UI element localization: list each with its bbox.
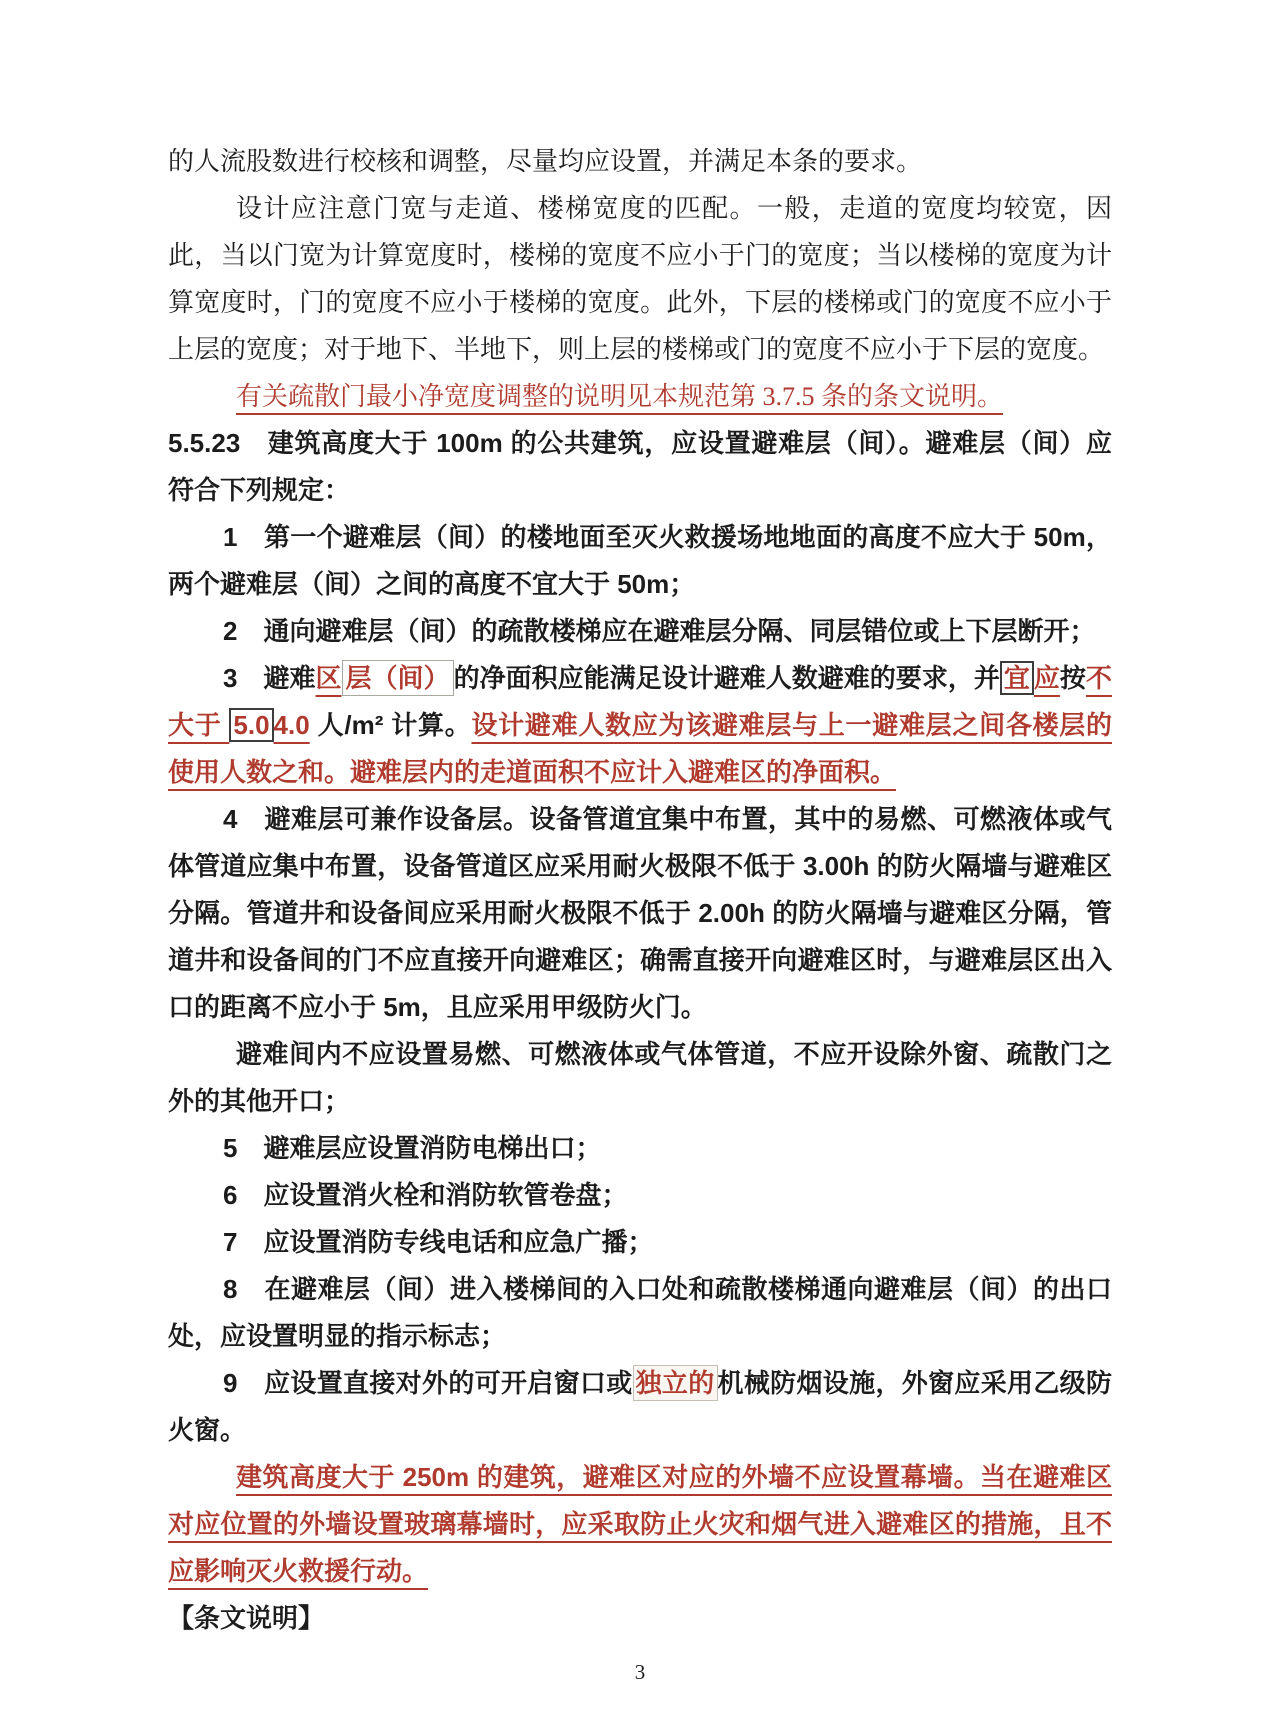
clause-item-4-continuation <box>168 1031 1112 1125</box>
inserted-text: 不大于 <box>168 663 1112 740</box>
text-run: 的净面积应能满足设计避难人数避难的要求，并 <box>453 663 1000 693</box>
clause-item-2 <box>168 608 1112 655</box>
clause-item-5 <box>168 1125 1112 1172</box>
text-run: 7 应设置消防专线电话和应急广播； <box>223 1227 654 1257</box>
paragraph-door-width-note <box>168 185 1112 373</box>
clause-item-7 <box>168 1219 1112 1266</box>
text-run: 3 避难 <box>223 663 316 693</box>
page-number: 3 <box>634 1660 646 1684</box>
clause-5-5-23 <box>168 420 1112 514</box>
document-content <box>168 138 1112 1642</box>
text-run: 8 在避难层（间）进入楼梯间的入口处和疏散楼梯通向避难层（间）的出口处，应设置明显的指示标志； <box>168 1274 1112 1351</box>
text-run: 按 <box>1059 663 1086 693</box>
inserted-text: 应 <box>1033 663 1060 693</box>
inserted-text: 建筑高度大于 250m 的建筑，避难区对应的外墙不应设置幕墙。当在避难区对应位置的外墙设置玻璃幕墙时，应采取防止火灾和烟气进入避难区的措施，且不应影响灭火救援行动。 <box>168 1462 1112 1586</box>
text-run: 人/m² 计算。 <box>309 710 472 740</box>
inserted-text: 有关疏散门最小净宽度调整的说明见本规范第 3.7.5 条的条文说明。 <box>236 382 1004 411</box>
text-run: 的人流股数进行校核和调整，尽量均应设置，并满足本条的要求。 <box>168 147 923 176</box>
text-run: 【条文说明】 <box>168 1603 325 1633</box>
inserted-text: 区 <box>315 663 342 693</box>
clause-item-8 <box>168 1266 1112 1360</box>
inserted-text: 设计避难人数应为该避难层与上一避难层之间各楼层的使用人数之和。避难层内的走道面积不应计入避难区的净面积。 <box>168 710 1112 787</box>
text-run: 避难间内不应设置易燃、可燃液体或气体管道，不应开设除外窗、疏散门之外的其他开口； <box>168 1039 1112 1116</box>
text-run: 4 避难层可兼作设备层。设备管道宜集中布置，其中的易燃、可燃液体或气体管道应集中布置，设备管道区应采用耐火极限不低于 3.00h 的防火隔墙与避难区分隔。管道井和设备间应采用耐火极限不低于 2.00h 的防火隔墙与避难区分隔，管道井和设备间的门不应直接开向避难区；确需直接开向避难区时，与避难层区出入口的距离不应小于 5m，且应采用甲级防火门。 <box>168 804 1112 1022</box>
text-run: 5 避难层应设置消防电梯出口； <box>223 1133 602 1163</box>
text-run: 设计应注意门宽与走道、楼梯宽度的匹配。一般，走道的宽度均较宽，因此，当以门宽为计算宽度时，楼梯的宽度不应小于门的宽度；当以楼梯的宽度为计算宽度时，门的宽度不应小于楼梯的宽度。此外，下层的楼梯或门的宽度不应小于上层的宽度；对于地下、半地下，则上层的楼梯或门的宽度不应小于下层的宽度。 <box>168 194 1112 364</box>
clause-item-1 <box>168 514 1112 608</box>
explanation-heading <box>168 1595 1112 1642</box>
clause-item-6 <box>168 1172 1112 1219</box>
text-run: 5.5.23 建筑高度大于 100m 的公共建筑，应设置避难层（间）。避难层（间）应符合下列规定： <box>168 428 1112 505</box>
text-run: 9 应设置直接对外的可开启窗口或 <box>223 1368 633 1398</box>
clause-item-4 <box>168 796 1112 1031</box>
text-run: 2 通向避难层（间）的疏散楼梯应在避难层分隔、同层错位或上下层断开； <box>223 616 1096 646</box>
text-run: 1 第一个避难层（间）的楼地面至灭火救援场地地面的高度不应大于 50m，两个避难层（间）之间的高度不宜大于 50m； <box>168 522 1112 599</box>
clause-item-3 <box>168 655 1112 796</box>
deleted-text-box: 宜 <box>1000 661 1034 695</box>
text-run: 机械防烟设施，外窗应采用乙级防火窗。 <box>168 1368 1112 1445</box>
text-run: 6 应设置消火栓和消防软管卷盘； <box>223 1180 628 1210</box>
deleted-text-box: 5.0 <box>229 708 273 742</box>
clause-item-9 <box>168 1360 1112 1454</box>
paragraph-revision-note <box>168 373 1112 420</box>
deleted-text-box: 独立的 <box>633 1365 718 1401</box>
paragraph-250m-addition <box>168 1454 1112 1595</box>
deleted-text-box: 层（间） <box>342 660 454 696</box>
inserted-text: 4.0 <box>273 710 310 740</box>
paragraph-flow-continuation <box>168 138 1112 185</box>
